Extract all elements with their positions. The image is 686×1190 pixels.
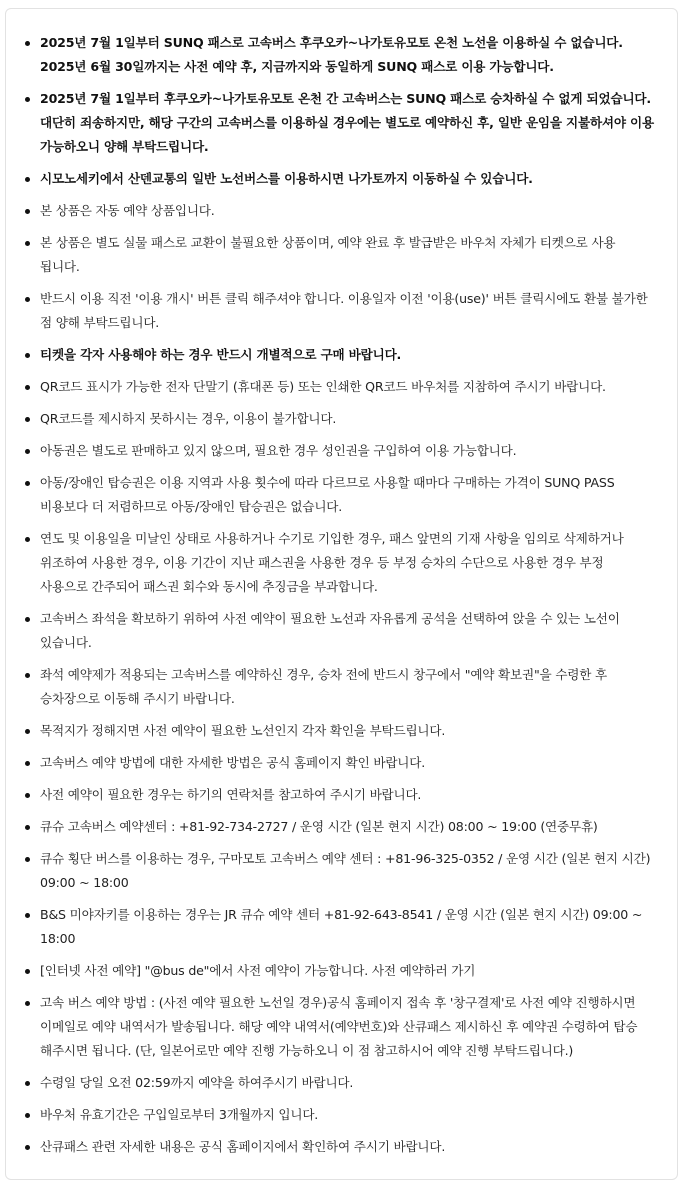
notice-item: 2025년 7월 1일부터 후쿠오카~나가토유모토 온천 간 고속버스는 SUNQ 패스로 승차하실 수 없게 되었습니다. 대단히 죄송하지만, 해당 구간의 고속버스를 이용하실 경우에는 별도로 예약하신 후, 일반 운임을 지불하셔야 이용 가능하오니 양해 부탁드립니다. (24, 87, 655, 159)
notice-item: 큐슈 횡단 버스를 이용하는 경우, 구마모토 고속버스 예약 센터 : +81-96-325-0352 / 운영 시간 (일본 현지 시간) 09:00 ~ 18:00 (24, 847, 655, 895)
notice-item: [인터넷 사전 예약] "@bus de"에서 사전 예약이 가능합니다. 사전 예약하러 가기 (24, 959, 655, 983)
notice-item: 사전 예약이 필요한 경우는 하기의 연락처를 참고하여 주시기 바랍니다. (24, 783, 655, 807)
notice-item: B&S 미야자키를 이용하는 경우는 JR 큐슈 예약 센터 +81-92-643-8541 / 운영 시간 (일본 현지 시간) 09:00 ~ 18:00 (24, 903, 655, 951)
notice-item: 본 상품은 별도 실물 패스로 교환이 불필요한 상품이며, 예약 완료 후 발급받은 바우처 자체가 티켓으로 사용 됩니다. (24, 231, 655, 279)
notice-item: 좌석 예약제가 적용되는 고속버스를 예약하신 경우, 승차 전에 반드시 창구에서 "예약 확보권"을 수령한 후 승차장으로 이동해 주시기 바랍니다. (24, 663, 655, 711)
notice-item: QR코드 표시가 가능한 전자 단말기 (휴대폰 등) 또는 인쇄한 QR코드 바우처를 지참하여 주시기 바랍니다. (24, 375, 655, 399)
notice-item: 고속버스 예약 방법에 대한 자세한 방법은 공식 홈페이지 확인 바랍니다. (24, 751, 655, 775)
notice-item: 아동권은 별도로 판매하고 있지 않으며, 필요한 경우 성인권을 구입하여 이용 가능합니다. (24, 439, 655, 463)
notice-item: 티켓을 각자 사용해야 하는 경우 반드시 개별적으로 구매 바랍니다. (24, 343, 655, 367)
notice-item: 본 상품은 자동 예약 상품입니다. (24, 199, 655, 223)
notice-item: 시모노세키에서 산덴교통의 일반 노선버스를 이용하시면 나가토까지 이동하실 수 있습니다. (24, 167, 655, 191)
notice-item: 아동/장애인 탑승권은 이용 지역과 사용 횟수에 따라 다르므로 사용할 때마다 구매하는 가격이 SUNQ PASS 비용보다 더 저렴하므로 아동/장애인 탑승권은 없습니다. (24, 471, 655, 519)
notice-item: 목적지가 정해지면 사전 예약이 필요한 노선인지 각자 확인을 부탁드립니다. (24, 719, 655, 743)
notice-item: 연도 및 이용일을 미날인 상태로 사용하거나 수기로 기입한 경우, 패스 앞면의 기재 사항을 임의로 삭제하거나 위조하여 사용한 경우, 이용 기간이 지난 패스권을 사용한 경우 등 부정 승차의 수단으로 사용한 경우 부정 사용으로 간주되어 패스권 회수와 동시에 추징금을 부과합니다. (24, 527, 655, 599)
notice-item: 산큐패스 관련 자세한 내용은 공식 홈페이지에서 확인하여 주시기 바랍니다. (24, 1135, 655, 1159)
notice-item: 바우처 유효기간은 구입일로부터 3개월까지 입니다. (24, 1103, 655, 1127)
notice-card (5, 8, 678, 1180)
notice-item: 2025년 7월 1일부터 SUNQ 패스로 고속버스 후쿠오카~나가토유모토 온천 노선을 이용하실 수 없습니다. 2025년 6월 30일까지는 사전 예약 후, 지금까지와 동일하게 SUNQ 패스로 이용 가능합니다. (24, 31, 655, 79)
notice-item: 반드시 이용 직전 '이용 개시' 버튼 클릭 해주셔야 합니다. 이용일자 이전 '이용(use)' 버튼 클릭시에도 환불 불가한 점 양해 부탁드립니다. (24, 287, 655, 335)
notice-item: QR코드를 제시하지 못하시는 경우, 이용이 불가합니다. (24, 407, 655, 431)
notice-item: 고속버스 좌석을 확보하기 위하여 사전 예약이 필요한 노선과 자유롭게 공석을 선택하여 앉을 수 있는 노선이 있습니다. (24, 607, 655, 655)
notice-item: 큐슈 고속버스 예약센터 : +81-92-734-2727 / 운영 시간 (일본 현지 시간) 08:00 ~ 19:00 (연중무휴) (24, 815, 655, 839)
notice-list (6, 9, 677, 1159)
notice-item: 수령일 당일 오전 02:59까지 예약을 하여주시기 바랍니다. (24, 1071, 655, 1095)
notice-item: 고속 버스 예약 방법 : (사전 예약 필요한 노선일 경우)공식 홈페이지 접속 후 '창구결제'로 사전 예약 진행하시면 이메일로 예약 내역서가 발송됩니다. 해당 예약 내역서(예약번호)와 산큐패스 제시하신 후 예약권 수령하여 탑승 해주시면 됩니다. (단, 일본어로만 예약 진행 가능하오니 이 점 참고하시어 예약 진행 부탁드립니다.) (24, 991, 655, 1063)
